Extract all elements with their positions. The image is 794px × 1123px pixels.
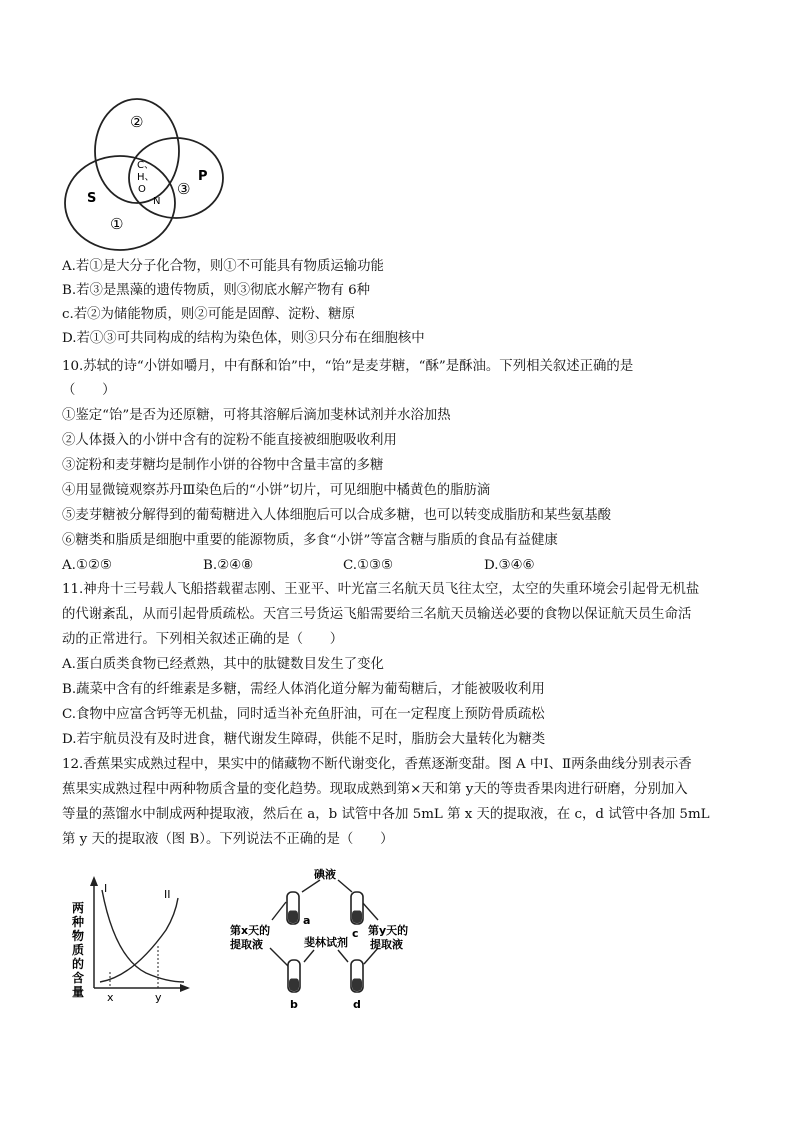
graph-a-ylabel [71, 900, 84, 999]
q9-option-d: D.若①③可共同构成的结构为染色体，则③只分布在细胞核中 [62, 331, 425, 346]
graph-b-fehling-label: 斐林试剂 [304, 936, 348, 949]
venn-center-o: O [138, 184, 146, 195]
q9-option-b: B.若③是黑藻的遗传物质，则③彻底水解产物有 6种 [62, 283, 371, 298]
q11-option-c: C.食物中应富含钙等无机盐，同时适当补充鱼肝油，可在一定程度上预防骨质疏松 [62, 707, 545, 722]
graph-a-ylabel-char: 质 [72, 943, 85, 957]
venn-label-3: ③ [177, 180, 191, 198]
graph-b-line-ta [302, 880, 320, 892]
graph-b-iodine-label: 碘液 [314, 868, 336, 881]
q12-stem-4: 第 y 天的提取液（图 B）。下列说法不正确的是（ ） [62, 832, 394, 847]
graph-a-xtick-x: x [107, 991, 114, 1004]
graph-a [66, 870, 196, 1005]
graph-b-right-label-1: 第y天的 [368, 924, 409, 937]
venn-center-h: H、 [137, 172, 155, 183]
test-tube-label-d: d [353, 998, 361, 1011]
graph-b-left-label-2: 提取液 [230, 938, 263, 951]
graph-a-ylabel-char: 的 [72, 957, 85, 971]
q10-item-1: ①鉴定“饴”是否为还原糖，可将其溶解后滴加斐林试剂并水浴加热 [62, 408, 451, 423]
q12-stem-2: 蕉果实成熟过程中两种物质含量的变化趋势。现取成熟到第×天和第 y天的等贵香果肉进行研磨，分别加入 [62, 782, 688, 797]
q11-option-a: A.蛋白质类食物已经煮熟，其中的肽键数目发生了变化 [62, 657, 384, 672]
q10-option-a: A.①②⑤ [62, 558, 112, 573]
graph-b-line-fd [338, 950, 348, 962]
q10-stem: 10.苏轼的诗“小饼如嚼月，中有酥和饴”中，“饴”是麦芽糖，“酥”是酥油。下列相关叙述正确的是 [62, 359, 634, 374]
graph-b-line-lb [270, 948, 288, 966]
graph-a-ylabel-char: 物 [72, 929, 85, 943]
graph-a-ylabel-char: 量 [72, 985, 85, 999]
test-tube-label-a: a [303, 914, 311, 927]
venn-label-2: ② [130, 113, 144, 131]
test-tube-a [287, 892, 299, 924]
venn-label-p: P [198, 169, 208, 184]
graph-b-line-fb [304, 950, 314, 962]
graph-a-label-i: I [104, 882, 108, 895]
q12-stem-1: 12.香蕉果实成熟过程中，果实中的储藏物不断代谢变化，香蕉逐渐变甜。图 A 中Ⅰ、Ⅱ两条曲线分别表示香 [62, 757, 692, 772]
q10-item-5: ⑤麦芽糖被分解得到的葡萄糖进入人体细胞后可以合成多糖，也可以转变成脂肪和某些氨基酸 [62, 508, 612, 523]
q10-option-b: B.②④⑧ [203, 558, 254, 573]
q10-bracket: （ ） [62, 383, 116, 398]
q11-option-b: B.蔬菜中含有的纤维素是多糖，需经人体消化道分解为葡萄糖后，才能被吸收利用 [62, 682, 545, 697]
graph-b [222, 864, 422, 1014]
test-tube-label-b: b [290, 998, 298, 1011]
graph-b-right-label-2: 提取液 [370, 938, 403, 951]
graph-a-ylabel-char: 两 [72, 901, 85, 915]
q11-stem-3: 动的正常进行。下列相关叙述正确的是（ ） [62, 632, 344, 647]
graph-a-ylabel-char: 种 [72, 915, 85, 929]
venn-center-n: N [153, 196, 161, 207]
graph-b-line-la [272, 902, 286, 920]
q10-option-d: D.③④⑥ [484, 558, 535, 573]
q11-option-d: D.若宇航员没有及时进食，糖代谢发生障碍，供能不足时，脂肪会大量转化为糖类 [62, 732, 546, 747]
q10-item-4: ④用显微镜观察苏丹Ⅲ染色后的“小饼”切片，可见细胞中橘黄色的脂肪滴 [62, 483, 491, 498]
q11-stem-2: 的代谢紊乱，从而引起骨质疏松。天宫三号货运飞船需要给三名航天员输送必要的食物以保证航天员生命活 [62, 607, 692, 622]
graph-b-line-tc [338, 880, 352, 892]
graph-a-label-ii: II [164, 888, 171, 901]
venn-label-s: S [87, 191, 97, 206]
venn-diagram [60, 96, 260, 256]
graph-b-line-rc [362, 902, 378, 920]
venn-center-c: C、 [137, 160, 154, 171]
q9-option-a: A.若①是大分子化合物，则①不可能具有物质运输功能 [62, 259, 384, 274]
graph-a-x-arrow [180, 984, 190, 992]
graph-b-left-label-1: 第x天的 [230, 924, 271, 937]
q10-item-6: ⑥糖类和脂质是细胞中重要的能源物质，多食“小饼”等富含糖与脂质的食品有益健康 [62, 533, 558, 548]
graph-a-ylabel-char: 含 [72, 971, 85, 985]
test-tube-label-c: c [352, 927, 359, 940]
q10-option-c: C.①③⑤ [343, 558, 394, 573]
q12-stem-3: 等量的蒸馏水中制成两种提取液，然后在 a，b 试管中各加 5mL 第 x 天的提取液，在 c，d 试管中各加 5mL [62, 807, 710, 822]
q9-option-c: c.若②为储能物质，则②可能是固醇、淀粉、糖原 [62, 307, 355, 322]
test-tube-c [351, 892, 363, 924]
q10-item-3: ③淀粉和麦芽糖均是制作小饼的谷物中含量丰富的多糖 [62, 458, 384, 473]
graph-a-xtick-y: y [155, 991, 162, 1004]
graph-a-curve-i [102, 890, 184, 982]
q11-stem-1: 11.神舟十三号载人飞船搭载翟志刚、王亚平、叶光富三名航天员飞往太空，太空的失重环境会引起骨无机盐 [62, 582, 700, 597]
test-tube-b [288, 960, 300, 992]
test-tube-d [351, 960, 363, 992]
q10-item-2: ②人体摄入的小饼中含有的淀粉不能直接被细胞吸收利用 [62, 433, 397, 448]
venn-label-1: ① [110, 215, 124, 233]
graph-a-y-arrow [90, 876, 98, 886]
